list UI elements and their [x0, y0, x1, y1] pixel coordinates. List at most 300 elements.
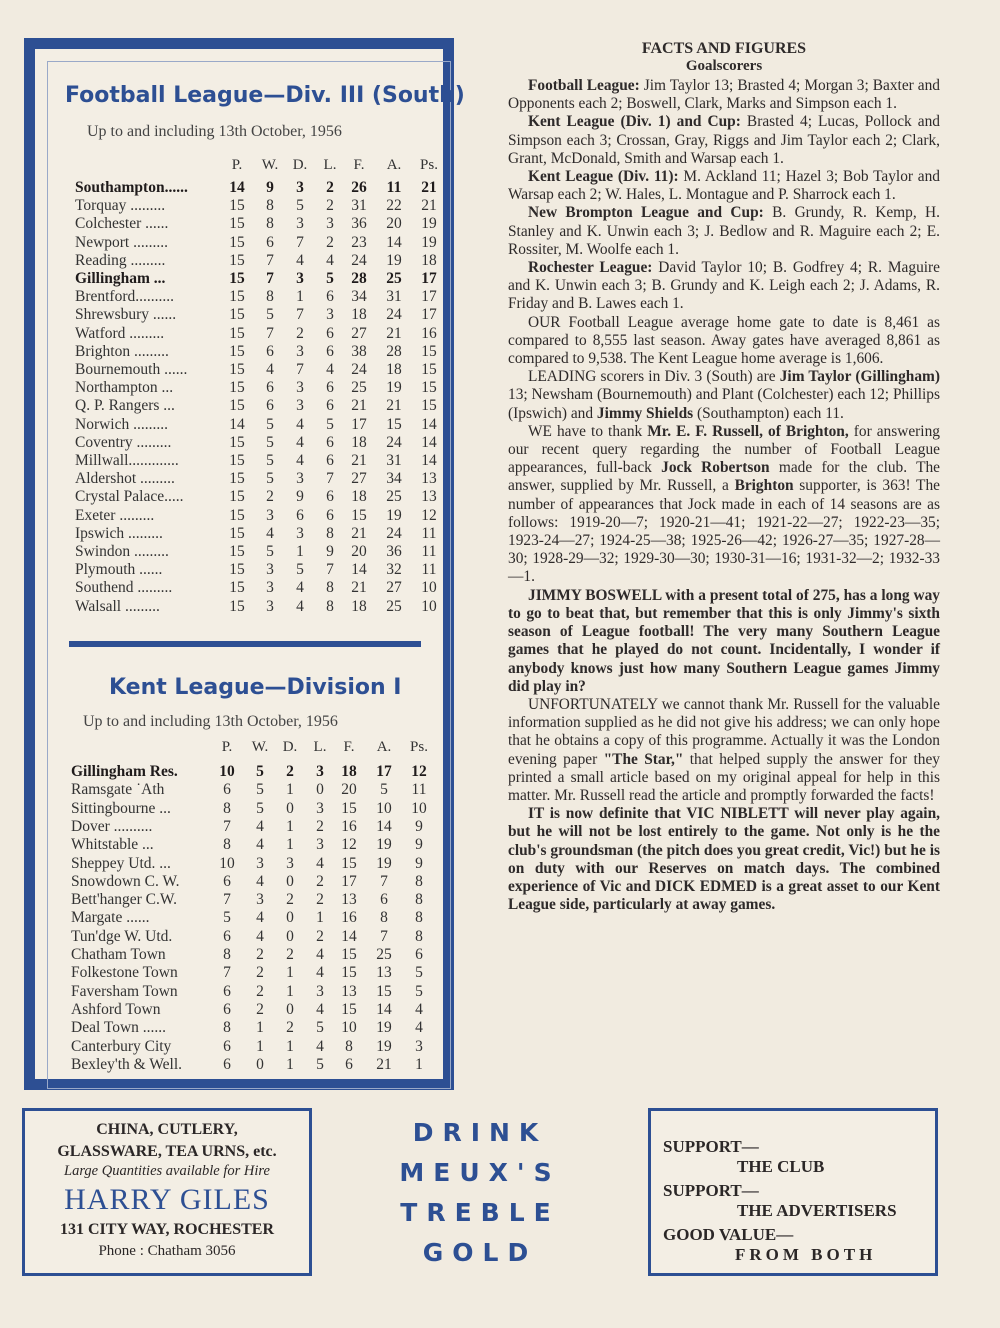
- column-header-d: D.: [282, 739, 298, 755]
- cell-f: 15: [341, 854, 357, 872]
- cell-l: 8: [326, 579, 334, 597]
- team-name: Southampton......: [75, 179, 188, 196]
- meux-advert: [330, 1108, 630, 1276]
- cell-w: 2: [266, 488, 274, 506]
- table-row: [35, 488, 443, 506]
- cell-p: 15: [229, 306, 245, 324]
- cell-d: 3: [296, 470, 304, 488]
- team-name: Chatham Town: [71, 946, 166, 963]
- cell-l: 8: [326, 524, 334, 542]
- section-divider: [69, 641, 421, 647]
- cell-p: 15: [229, 597, 245, 615]
- cell-l: 5: [316, 1055, 324, 1073]
- team-name: Folkestone Town: [71, 964, 178, 982]
- table-row: [35, 561, 443, 579]
- cell-d: 1: [296, 543, 304, 560]
- cell-a: 24: [386, 524, 402, 542]
- cell-d: 4: [296, 251, 304, 269]
- table-row: [35, 434, 443, 452]
- column-header-f: F.: [353, 157, 365, 173]
- scorers-football-league: Football League: Jim Taylor 13; Brasted 4; Morgan 3; Baxter and Opponents each 2; Boswell, Clark, Marks and Simpson each 1.: [508, 77, 940, 113]
- cell-pts: 3: [415, 1037, 423, 1055]
- team-name: Northampton ...: [75, 379, 174, 397]
- league-tables-panel: [24, 38, 465, 1090]
- cell-f: 13: [341, 891, 357, 909]
- cell-p: 15: [229, 579, 245, 597]
- cell-d: 0: [286, 799, 294, 817]
- cell-d: 4: [296, 452, 304, 469]
- niblett-paragraph: IT is now definite that VIC NIBLETT will never play again, but he will not be lost entirely to the game. Not only is he the club's groundsman (the pitch does you great credit, Vic!) but he is on duty with our Reserves on match days. The combined experience of Vic and DICK EDMED is a great asset to our Kent League side, particularly at away games.: [508, 805, 940, 914]
- table-row: [35, 288, 443, 306]
- cell-a: 34: [386, 470, 402, 488]
- table-row: [35, 891, 443, 909]
- cell-d: 5: [296, 561, 304, 579]
- cell-w: 5: [266, 306, 274, 324]
- column-header-a: A.: [376, 739, 392, 755]
- cell-p: 6: [223, 927, 231, 945]
- table-row: [35, 1019, 443, 1037]
- cell-p: 15: [229, 561, 245, 579]
- cell-w: 2: [256, 964, 264, 982]
- table-row: [35, 325, 443, 343]
- cell-d: 3: [296, 524, 304, 542]
- cell-pts: 17: [421, 306, 437, 324]
- cell-l: 4: [326, 251, 334, 269]
- cell-l: 7: [326, 561, 334, 579]
- cell-w: 7: [266, 251, 274, 269]
- column-header-p: P.: [221, 739, 233, 755]
- russell-paragraph: WE have to thank Mr. E. F. Russell, of Brighton, for answering our recent query regarding the number of Football League appearances, full-back Jock Robertson made for the club. The answer, supplied by Mr. Russell, a Brighton supporter, is 363! The number of appearances that Jock made in each of 14 seasons are as follows: 1919-20—7; 1920-21—41; 1921-22—27; 1922-23—35; 1923-24—27; 1924-25—38; 1925-26—42; 1926-27—35; 1927-28—30; 1928-29—32; 1929-30—30; 1930-31—16; 1931-32—2; 1932-33—1.: [508, 422, 940, 586]
- cell-p: 6: [223, 1000, 231, 1018]
- cell-f: 15: [341, 946, 357, 963]
- cell-a: 14: [386, 233, 402, 251]
- team-name: Gillingham Res.: [71, 763, 178, 780]
- cell-w: 6: [266, 233, 274, 251]
- cell-w: 4: [256, 836, 264, 854]
- team-name: Gillingham ...: [75, 270, 166, 287]
- cell-w: 7: [266, 324, 274, 342]
- cell-f: 15: [351, 506, 367, 524]
- cell-a: 19: [376, 854, 392, 872]
- cell-a: 18: [386, 361, 402, 378]
- cell-a: 17: [376, 763, 392, 780]
- cell-p: 8: [223, 946, 231, 963]
- div3-subtitle: Up to and including 13th October, 1956: [87, 123, 342, 140]
- table-row: [35, 873, 443, 891]
- table-row: [35, 855, 443, 873]
- cell-pts: 14: [421, 433, 437, 451]
- cell-f: 18: [351, 488, 367, 506]
- team-name: Deal Town ......: [71, 1019, 167, 1037]
- cell-w: 4: [256, 872, 264, 890]
- team-name: Aldershot .........: [75, 470, 175, 488]
- cell-p: 15: [229, 251, 245, 269]
- cell-a: 8: [380, 909, 388, 927]
- cell-l: 2: [326, 197, 334, 215]
- team-name: Tun'dge W. Utd.: [71, 927, 173, 945]
- cell-pts: 9: [415, 854, 423, 872]
- cell-f: 20: [351, 543, 367, 560]
- cell-d: 3: [296, 270, 304, 287]
- table-row: [35, 1001, 443, 1019]
- cell-a: 7: [380, 872, 388, 890]
- giles-address: 131 CITY WAY, ROCHESTER: [60, 1221, 274, 1238]
- cell-p: 7: [223, 817, 231, 835]
- cell-pts: 15: [421, 361, 437, 378]
- cell-d: 4: [296, 579, 304, 597]
- table-row: [35, 1056, 443, 1074]
- cell-w: 6: [266, 379, 274, 397]
- cell-l: 4: [316, 854, 324, 872]
- cell-w: 3: [266, 597, 274, 615]
- cell-pts: 17: [421, 288, 437, 306]
- team-name: Brentford..........: [75, 288, 175, 306]
- cell-a: 14: [376, 1000, 392, 1018]
- cell-f: 14: [341, 927, 357, 945]
- cell-l: 4: [326, 361, 334, 378]
- cell-pts: 4: [415, 1000, 423, 1018]
- cell-f: 12: [341, 836, 357, 854]
- column-header-pts: Ps.: [410, 739, 428, 755]
- cell-d: 5: [296, 197, 304, 215]
- cell-pts: 13: [421, 488, 437, 506]
- cell-d: 1: [286, 1055, 294, 1073]
- cell-a: 22: [386, 197, 402, 215]
- team-name: Ashford Town: [71, 1000, 161, 1018]
- cell-f: 17: [341, 872, 357, 890]
- cell-l: 0: [316, 781, 324, 799]
- cell-l: 2: [316, 927, 324, 945]
- cell-a: 19: [376, 1019, 392, 1037]
- cell-p: 10: [219, 763, 235, 780]
- cell-f: 16: [341, 909, 357, 927]
- cell-l: 6: [326, 324, 334, 342]
- table-row: [35, 836, 443, 854]
- team-name: Shrewsbury ......: [75, 306, 177, 324]
- cell-a: 6: [380, 891, 388, 909]
- cell-d: 4: [296, 433, 304, 451]
- cell-d: 1: [296, 288, 304, 306]
- cell-pts: 6: [415, 946, 423, 963]
- cell-pts: 9: [415, 817, 423, 835]
- cell-p: 15: [229, 361, 245, 378]
- cell-a: 14: [376, 817, 392, 835]
- table-row: [35, 179, 443, 197]
- cell-f: 18: [351, 306, 367, 324]
- table-row: [35, 964, 443, 982]
- cell-l: 4: [316, 1000, 324, 1018]
- cell-f: 8: [345, 1037, 353, 1055]
- cell-f: 24: [351, 361, 367, 378]
- cell-w: 6: [266, 397, 274, 415]
- cell-pts: 12: [421, 506, 437, 524]
- cell-pts: 8: [415, 872, 423, 890]
- team-name: Ipswich .........: [75, 524, 163, 542]
- cell-l: 6: [326, 506, 334, 524]
- leading-scorers-paragraph: LEADING scorers in Div. 3 (South) are Jim Taylor (Gillingham) 13; Newsham (Bournemouth) and Plant (Colchester) each 12; Phillips (Ipswich) and Jimmy Shields (Southampton) each 11.: [508, 368, 940, 422]
- team-name: Snowdown C. W.: [71, 872, 180, 890]
- cell-pts: 8: [415, 891, 423, 909]
- team-name: Plymouth ......: [75, 561, 163, 579]
- cell-l: 6: [326, 397, 334, 415]
- giles-line2: GLASSWARE, TEA URNS, etc.: [57, 1143, 277, 1160]
- cell-a: 25: [376, 946, 392, 963]
- cell-d: 0: [286, 1000, 294, 1018]
- table-row: [35, 525, 443, 543]
- meux-line-3: TREBLE: [400, 1198, 560, 1227]
- table-row: [35, 983, 443, 1001]
- giles-line1: CHINA, CUTLERY,: [96, 1121, 238, 1138]
- cell-pts: 4: [415, 1019, 423, 1037]
- column-header-a: A.: [386, 157, 402, 173]
- giles-line3: Large Quantities available for Hire: [64, 1163, 270, 1179]
- cell-l: 3: [316, 799, 324, 817]
- cell-d: 2: [286, 891, 294, 909]
- cell-d: 9: [296, 488, 304, 506]
- column-header-l: L.: [323, 157, 337, 173]
- cell-pts: 10: [411, 799, 427, 817]
- table-row: [35, 306, 443, 324]
- cell-a: 15: [386, 415, 402, 433]
- cell-a: 24: [386, 433, 402, 451]
- cell-l: 2: [326, 233, 334, 251]
- scorers-new-brompton: New Brompton League and Cup: B. Grundy, R. Kemp, H. Stanley and K. Unwin each 3; J. Bedlow and R. Maguire each 2; E. Rossiter, M. Woolfe each 1.: [508, 204, 940, 258]
- harry-giles-advert: [22, 1108, 312, 1276]
- table-row: [35, 763, 443, 781]
- cell-pts: 15: [421, 397, 437, 415]
- cell-f: 34: [351, 288, 367, 306]
- table-row: [35, 343, 443, 361]
- cell-f: 10: [341, 1019, 357, 1037]
- cell-l: 2: [316, 891, 324, 909]
- cell-d: 6: [296, 506, 304, 524]
- column-header-w: W.: [251, 739, 269, 755]
- cell-a: 11: [386, 179, 402, 196]
- facts-heading: FACTS AND FIGURES: [641, 40, 807, 57]
- cell-d: 4: [296, 597, 304, 615]
- cell-p: 15: [229, 288, 245, 306]
- cell-f: 15: [341, 799, 357, 817]
- team-name: Faversham Town: [71, 982, 178, 1000]
- table-row: [35, 598, 443, 616]
- cell-f: 17: [351, 415, 367, 433]
- team-name: Reading .........: [75, 251, 166, 269]
- cell-a: 13: [376, 964, 392, 982]
- giles-name: HARRY GILES: [64, 1183, 270, 1216]
- meux-line-2: MEUX'S: [399, 1158, 561, 1187]
- cell-w: 9: [266, 179, 274, 196]
- cell-pts: 14: [421, 452, 437, 469]
- cell-p: 15: [229, 215, 245, 233]
- table-row: [35, 361, 443, 379]
- cell-f: 15: [341, 1000, 357, 1018]
- cell-a: 15: [376, 982, 392, 1000]
- cell-pts: 18: [421, 251, 437, 269]
- cell-a: 31: [386, 452, 402, 469]
- team-name: Sittingbourne ...: [71, 799, 171, 817]
- cell-p: 5: [223, 909, 231, 927]
- cell-pts: 11: [421, 561, 437, 579]
- cell-pts: 8: [415, 927, 423, 945]
- cell-pts: 10: [421, 579, 437, 597]
- cell-w: 4: [266, 524, 274, 542]
- cell-pts: 21: [421, 179, 437, 196]
- cell-f: 16: [341, 817, 357, 835]
- cell-w: 8: [266, 197, 274, 215]
- cell-f: 25: [351, 379, 367, 397]
- cell-f: 27: [351, 324, 367, 342]
- cell-l: 8: [326, 597, 334, 615]
- boswell-paragraph: JIMMY BOSWELL with a present total of 275, has a long way to go to beat that, but remember that this is only Jimmy's sixth season of League football! The very many Southern League games that he played do not count. Incidentally, I wonder if anybody knows just how many Southern League games Jimmy did play in?: [508, 586, 940, 695]
- cell-l: 9: [326, 543, 334, 560]
- cell-f: 20: [341, 781, 357, 799]
- cell-a: 27: [386, 579, 402, 597]
- cell-p: 15: [229, 524, 245, 542]
- cell-a: 19: [386, 251, 402, 269]
- team-name: Coventry .........: [75, 433, 172, 451]
- cell-pts: 17: [421, 270, 437, 287]
- table-row: [35, 946, 443, 964]
- table-row: [35, 234, 443, 252]
- cell-l: 4: [316, 946, 324, 963]
- cell-d: 2: [286, 763, 294, 780]
- table-row: [35, 470, 443, 488]
- cell-l: 2: [316, 817, 324, 835]
- cell-d: 1: [286, 964, 294, 982]
- cell-a: 25: [386, 488, 402, 506]
- cell-w: 5: [266, 415, 274, 433]
- cell-l: 6: [326, 342, 334, 360]
- cell-p: 15: [229, 379, 245, 397]
- table-row: [35, 215, 443, 233]
- cell-f: 28: [351, 270, 367, 287]
- team-name: Bournemouth ......: [75, 361, 188, 378]
- cell-p: 10: [219, 854, 235, 872]
- cell-f: 21: [351, 524, 367, 542]
- cell-p: 15: [229, 470, 245, 488]
- cell-pts: 14: [421, 415, 437, 433]
- cell-pts: 15: [421, 342, 437, 360]
- cell-a: 20: [386, 215, 402, 233]
- cell-w: 4: [266, 361, 274, 378]
- cell-a: 19: [386, 506, 402, 524]
- cell-d: 3: [296, 342, 304, 360]
- cell-l: 3: [326, 306, 334, 324]
- support-line2: THE CLUB: [737, 1157, 825, 1176]
- team-name: Margate ......: [71, 909, 150, 927]
- team-name: Bett'hanger C.W.: [71, 891, 177, 909]
- team-name: Whitstable ...: [71, 836, 154, 854]
- table-row: [35, 252, 443, 270]
- unfortunately-paragraph: UNFORTUNATELY we cannot thank Mr. Russell for the valuable information supplied as he did not give his address; we can only hope that he obtains a copy of this programme. Actually it was the London evening paper "The Star," that helped supply the answer for they printed a small article based on my original appeal for help in this matter. Mr. Russell read the article and promptly forwarded the facts!: [508, 695, 940, 804]
- cell-w: 5: [266, 433, 274, 451]
- cell-pts: 11: [421, 524, 437, 542]
- cell-w: 3: [266, 561, 274, 579]
- cell-pts: 5: [415, 964, 423, 982]
- cell-d: 1: [286, 817, 294, 835]
- support-line5: GOOD VALUE—: [663, 1225, 794, 1244]
- cell-p: 15: [229, 324, 245, 342]
- column-header-pts: Ps.: [420, 157, 438, 173]
- cell-pts: 16: [421, 324, 437, 342]
- cell-f: 23: [351, 233, 367, 251]
- cell-f: 21: [351, 579, 367, 597]
- cell-p: 14: [229, 415, 245, 433]
- cell-d: 0: [286, 927, 294, 945]
- cell-l: 3: [326, 215, 334, 233]
- cell-p: 15: [229, 433, 245, 451]
- cell-f: 18: [351, 597, 367, 615]
- cell-w: 5: [256, 799, 264, 817]
- cell-f: 24: [351, 251, 367, 269]
- scorers-kent-div1: Kent League (Div. 1) and Cup: Brasted 4; Lucas, Pollock and Simpson each 3; Crossan, Gray, Riggs and Jim Taylor each 2; Clark, Grant, McDonald, Smith and Warsap each 1.: [508, 113, 940, 167]
- cell-pts: 11: [411, 781, 427, 799]
- meux-line-1: DRINK: [412, 1118, 548, 1147]
- cell-p: 8: [223, 1019, 231, 1037]
- cell-l: 3: [316, 763, 324, 780]
- table-row: [35, 270, 443, 288]
- support-line4: THE ADVERTISERS: [737, 1201, 897, 1220]
- cell-d: 1: [286, 836, 294, 854]
- giles-phone: Phone : Chatham 3056: [98, 1243, 236, 1259]
- cell-l: 2: [326, 179, 334, 196]
- team-name: Brighton .........: [75, 342, 169, 360]
- cell-l: 5: [316, 1019, 324, 1037]
- cell-w: 2: [256, 946, 264, 963]
- table-row: [35, 543, 443, 561]
- cell-p: 15: [229, 543, 245, 560]
- cell-a: 21: [386, 397, 402, 415]
- cell-pts: 10: [421, 597, 437, 615]
- cell-p: 14: [229, 179, 245, 196]
- cell-p: 6: [223, 1055, 231, 1073]
- scorers-rochester: Rochester League: David Taylor 10; B. Godfrey 4; R. Maguire and K. Unwin each 3; B. Grundy and K. Leigh each 2; J. Adams, R. Friday and B. Lawes each 1.: [508, 259, 940, 313]
- kent-subtitle: Up to and including 13th October, 1956: [83, 713, 338, 730]
- cell-l: 7: [326, 470, 334, 488]
- cell-p: 15: [229, 270, 245, 287]
- cell-w: 3: [256, 891, 264, 909]
- table-row: [35, 452, 443, 470]
- cell-a: 19: [386, 379, 402, 397]
- cell-w: 5: [256, 763, 264, 780]
- cell-f: 13: [341, 982, 357, 1000]
- cell-p: 15: [229, 342, 245, 360]
- cell-p: 15: [229, 197, 245, 215]
- cell-pts: 5: [415, 982, 423, 1000]
- cell-a: 25: [386, 597, 402, 615]
- cell-d: 0: [286, 909, 294, 927]
- cell-w: 3: [256, 854, 264, 872]
- table-row: [35, 818, 443, 836]
- table-row: [35, 507, 443, 525]
- table-row: [35, 397, 443, 415]
- cell-a: 19: [376, 1037, 392, 1055]
- cell-l: 2: [316, 872, 324, 890]
- cell-pts: 19: [421, 233, 437, 251]
- cell-a: 24: [386, 306, 402, 324]
- cell-a: 21: [376, 1055, 392, 1073]
- cell-d: 4: [296, 415, 304, 433]
- column-header-w: W.: [261, 157, 279, 173]
- cell-f: 27: [351, 470, 367, 488]
- cell-w: 8: [266, 288, 274, 306]
- cell-w: 2: [256, 982, 264, 1000]
- cell-d: 1: [286, 982, 294, 1000]
- cell-a: 32: [386, 561, 402, 579]
- cell-f: 14: [351, 561, 367, 579]
- cell-p: 15: [229, 488, 245, 506]
- column-header-p: P.: [231, 157, 243, 173]
